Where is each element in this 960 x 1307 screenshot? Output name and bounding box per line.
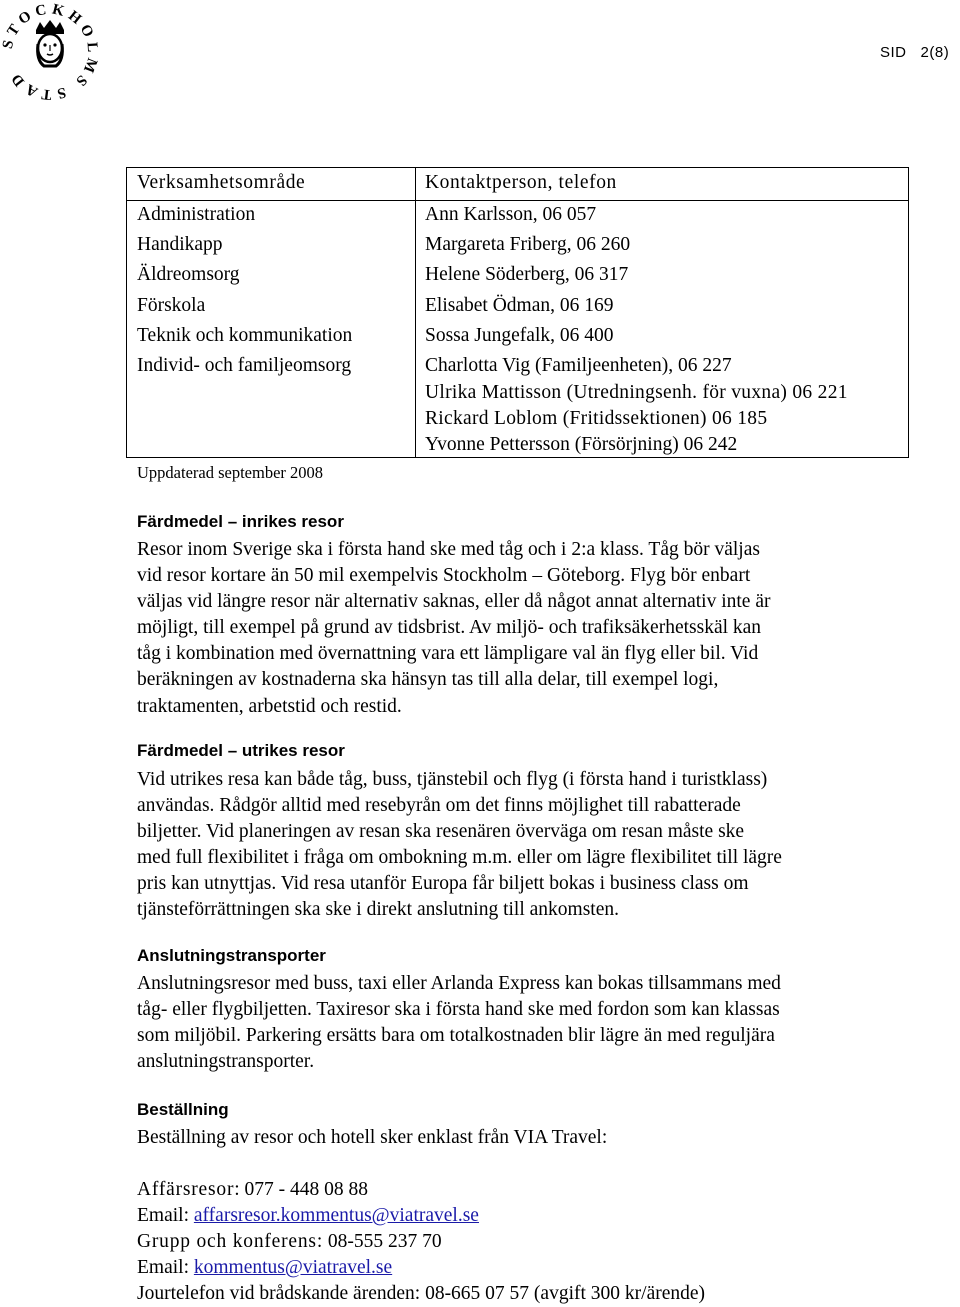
crown-head-icon [36,20,64,66]
body-line: tåg- eller flygbiljetten. Taxiresor ska i första hand ske med fordon som kan klassas [137,999,780,1021]
body-line: som miljöbil. Parkering ersätts bara om totalkostnaden blir lägre än med reguljära [137,1025,775,1047]
body-line: Resor inom Sverige ska i första hand ske med tåg och i 2:a klass. Tåg bör väljas [137,539,760,560]
page-count: 2(8) [920,44,950,61]
body-line: tåg i kombination med övernattning vara ett lämpligare val än flyg eller bil. Vid [137,643,759,665]
body-line: biljetter. Vid planeringen av resan ska resenären överväga om resan måste ske [137,821,745,843]
table-row-contact: Charlotta Vig (Familjeenheten), 06 227 [425,355,732,376]
table-row-contact: Ann Karlsson, 06 057 [425,204,597,225]
section-body [137,1125,877,1151]
table-row-area: Handikapp [137,234,223,255]
body-line: Anslutningsresor med buss, taxi eller Arlanda Express kan bokas tillsammans med [137,973,781,994]
table-header-divider [127,200,908,201]
table-row-area: Teknik och kommunikation [137,325,353,346]
section-heading: Färdmedel – utrikes resor [137,741,345,760]
table-row-contact: Elisabet Ödman, 06 169 [425,295,614,316]
section-body [137,971,877,1075]
business-label: Affärsresor [137,1179,235,1200]
table-row-area: Äldreomsorg [137,264,240,285]
updated-note: Uppdaterad september 2008 [137,463,324,482]
email-label: Email: [137,1205,194,1227]
table-header-contact: Kontaktperson, telefon [425,172,617,193]
group-label: Grupp och konferens: [137,1231,324,1253]
table-column-divider [415,168,416,457]
body-line: beräkningen av kostnaderna ska hänsyn tas till alla delar, till exempel logi, [137,669,719,691]
table-row-contact: Yvonne Pettersson (Försörjning) 06 242 [425,434,738,455]
group-line [137,1229,877,1255]
body-line: möjligt, till exempel på grund av tidsbrist. Av miljö- och trafiksäkerhetsskäl kan [137,617,762,639]
business-line [137,1177,877,1203]
body-line: Vid utrikes resa kan både tåg, buss, tjänstebil och flyg (i första hand i turistklass) [137,769,768,790]
page-number [880,44,949,61]
body-line: väljas vid längre resor när alternativ saknas, eller då något annat alternativ inte är [137,591,771,613]
table-row-area: Förskola [137,295,206,316]
table-row-area: Administration [137,204,256,225]
group-phone: 08-555 237 70 [323,1231,442,1253]
emergency-phone: Jourtelefon vid brådskande ärenden: 08-665 07 57 (avgift 300 kr/ärende) [137,1283,706,1305]
page-label: SID [880,44,907,61]
business-phone: : 077 - 448 08 88 [234,1179,369,1200]
body-line: Beställning av resor och hotell sker enklast från VIA Travel: [137,1127,608,1148]
table-row-contact: Rickard Loblom (Fritidssektionen) 06 185 [425,408,768,429]
group-email-line [137,1255,877,1281]
table-row-area: Individ- och familjeomsorg [137,355,352,376]
business-email-line [137,1203,877,1229]
table-row-contact: Ulrika Mattisson (Utredningsenh. för vuxna) 06 221 [425,382,848,403]
group-email-link[interactable]: kommentus@viatravel.se [193,1257,393,1279]
body-line: vid resor kortare än 50 mil exempelvis Stockholm – Göteborg. Flyg bör enbart [137,565,751,587]
table-row-contact: Helene Söderberg, 06 317 [425,264,629,285]
section-body [137,767,877,924]
body-line: med full flexibilitet i fråga om ombokning m.m. eller om lägre flexibilitet till lägre [137,847,782,869]
body-line: tjänsteförrättningen ska ske i direkt anslutning till ankomsten. [137,899,619,921]
logo-text: STOCKHOLMS STAD [0,1,100,100]
table-header-area: Verksamhetsområde [137,172,306,193]
stockholms-stad-logo [0,0,100,100]
section-heading: Beställning [137,1100,229,1119]
business-email-link[interactable]: affarsresor.kommentus@viatravel.se [193,1205,479,1227]
email-label: Email: [137,1257,194,1279]
section-heading: Färdmedel – inrikes resor [137,512,344,531]
table-row-contact: Sossa Jungefalk, 06 400 [425,325,614,346]
section-heading: Anslutningstransporter [137,946,326,965]
body-line: pris kan utnyttjas. Vid resa utanför Europa får biljett bokas i business class om [137,873,749,895]
table-row-contact: Margareta Friberg, 06 260 [425,234,631,255]
contact-block [137,1177,877,1307]
section-body [137,537,877,720]
body-line: användas. Rådgör alltid med resebyrån om det finns möjlighet till rabatterade [137,795,741,817]
body-line: anslutningstransporter. [137,1051,315,1073]
body-line: traktamenten, arbetstid och restid. [137,695,402,717]
